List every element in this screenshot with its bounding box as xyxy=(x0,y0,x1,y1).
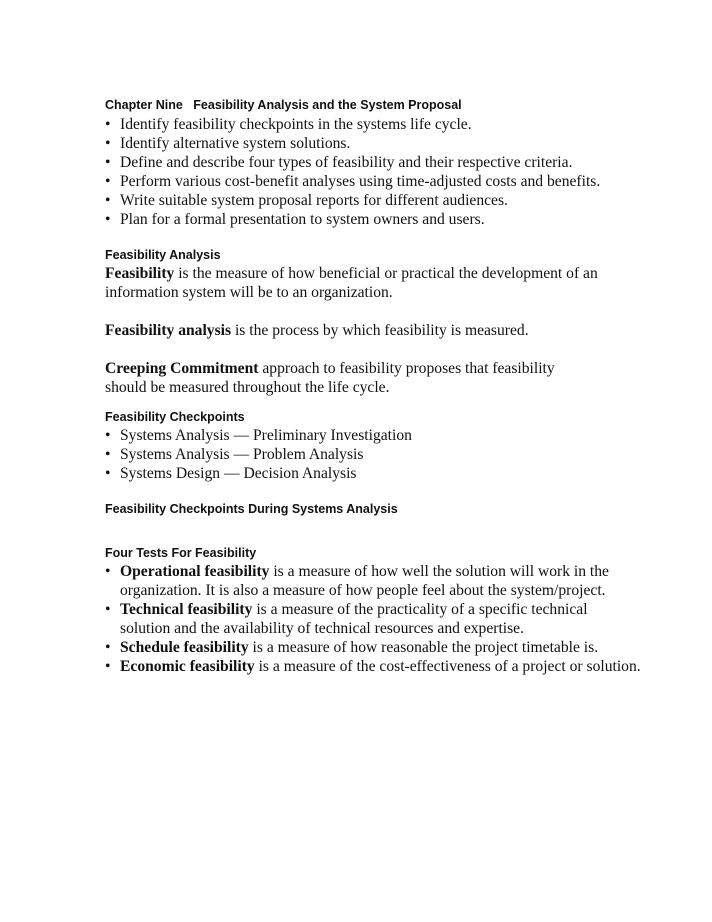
bullet-icon: • xyxy=(105,658,111,675)
list-item: • Define and describe four types of feasibility and their respective criteria. xyxy=(105,154,573,171)
list-item: • Systems Analysis — Preliminary Investigation xyxy=(105,427,412,444)
term: Technical feasibility xyxy=(120,601,253,618)
list-item: • Technical feasibility is a measure of the practicality of a specific technical solution and the availability of technical resources and expertise. xyxy=(105,601,588,637)
chapter-title: Feasibility Analysis and the System Proposal xyxy=(193,98,462,112)
section-heading-feasibility-analysis: Feasibility Analysis xyxy=(105,248,221,262)
bullet-icon: • xyxy=(105,563,111,580)
checkpoints-list xyxy=(105,426,685,483)
four-tests-list xyxy=(105,562,685,676)
section-heading-four-tests: Four Tests For Feasibility xyxy=(105,546,257,560)
list-item: • Plan for a formal presentation to system owners and users. xyxy=(105,211,485,228)
bullet-icon: • xyxy=(105,173,111,190)
term: Feasibility xyxy=(105,265,175,282)
bullet-icon: • xyxy=(105,427,111,444)
term: Creeping Commitment xyxy=(105,360,259,377)
feasibility-analysis-definition: Feasibility analysis is the process by which feasibility is measured. xyxy=(105,322,529,339)
bullet-icon: • xyxy=(105,446,111,463)
creeping-commitment-definition: Creeping Commitment approach to feasibility proposes that feasibility should be measured throughout the life cycle. xyxy=(105,360,555,396)
list-item: • Perform various cost-benefit analyses using time-adjusted costs and benefits. xyxy=(105,173,601,190)
term: Feasibility analysis xyxy=(105,322,232,339)
bullet-icon: • xyxy=(105,465,111,482)
term: Operational feasibility xyxy=(120,563,270,580)
term: Schedule feasibility xyxy=(120,639,249,656)
list-item: • Economic feasibility is a measure of the cost-effectiveness of a project or solution. xyxy=(105,658,641,675)
objectives-list xyxy=(105,115,685,229)
chapter-label: Chapter Nine xyxy=(105,98,183,112)
list-item: • Operational feasibility is a measure of how well the solution will work in the organization. It is also a measure of how people feel about the system/project. xyxy=(105,563,609,599)
list-item: • Systems Analysis — Problem Analysis xyxy=(105,446,364,463)
list-item: • Schedule feasibility is a measure of how reasonable the project timetable is. xyxy=(105,639,599,656)
list-item: • Systems Design — Decision Analysis xyxy=(105,465,357,482)
bullet-icon: • xyxy=(105,116,111,133)
bullet-icon: • xyxy=(105,192,111,209)
term: Economic feasibility xyxy=(120,658,255,675)
list-item: • Write suitable system proposal reports for different audiences. xyxy=(105,192,508,209)
bullet-icon: • xyxy=(105,154,111,171)
document-page xyxy=(105,98,685,676)
chapter-heading xyxy=(105,98,685,113)
feasibility-definition: Feasibility is the measure of how beneficial or practical the development of an information system will be to an organization. xyxy=(105,265,598,301)
bullet-icon: • xyxy=(105,211,111,228)
list-item: • Identify alternative system solutions. xyxy=(105,135,351,152)
bullet-icon: • xyxy=(105,639,111,656)
bullet-icon: • xyxy=(105,601,111,618)
section-heading-checkpoints-during: Feasibility Checkpoints During Systems Analysis xyxy=(105,502,398,516)
list-item: • Identify feasibility checkpoints in the systems life cycle. xyxy=(105,116,472,133)
section-heading-checkpoints: Feasibility Checkpoints xyxy=(105,410,245,424)
bullet-icon: • xyxy=(105,135,111,152)
